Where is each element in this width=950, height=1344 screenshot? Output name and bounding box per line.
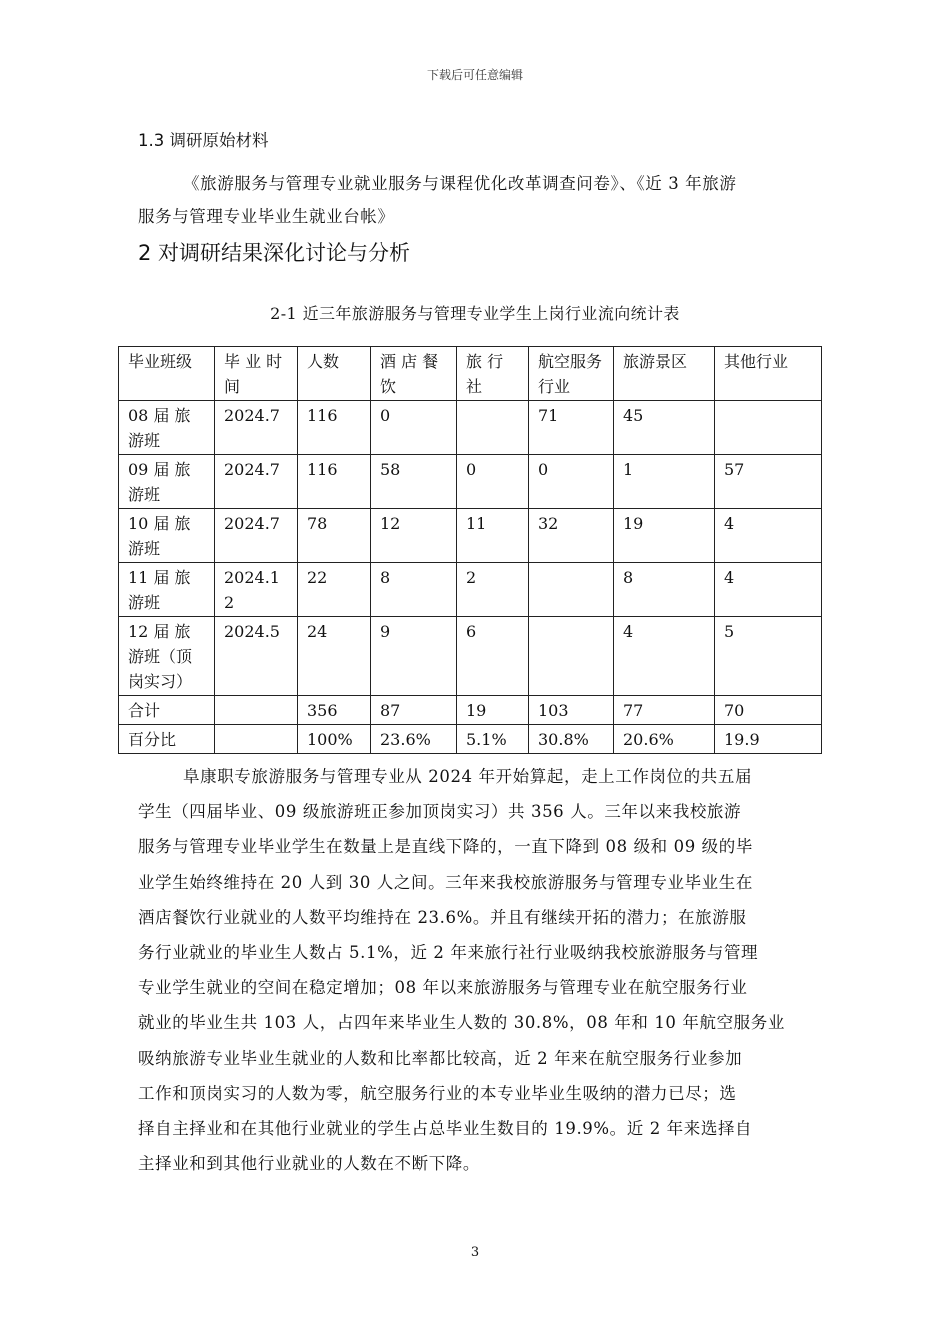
table-cell: 4 <box>614 617 715 696</box>
analysis-line: 主择业和到其他行业就业的人数在不断下降。 <box>138 1154 480 1174</box>
table-cell: 32 <box>529 509 614 563</box>
table-cell: 0 <box>371 401 457 455</box>
table-cell: 23.6% <box>371 725 457 754</box>
table-row <box>119 563 822 617</box>
table-caption: 2-1 近三年旅游服务与管理专业学生上岗行业流向统计表 <box>270 304 680 323</box>
table-cell: 4 <box>715 563 822 617</box>
section-2-heading: 2 对调研结果深化讨论与分析 <box>138 241 411 265</box>
table-cell: 4 <box>715 509 822 563</box>
analysis-line: 就业的毕业生共 103 人，占四年来毕业生人数的 30.8%，08 年和 10 年航空服务业 <box>138 1013 785 1033</box>
analysis-line: 阜康职专旅游服务与管理专业从 2024 年开始算起，走上工作岗位的共五届 <box>183 767 753 786</box>
table-cell: 8 <box>614 563 715 617</box>
table-row <box>119 617 822 696</box>
table-cell: 116 <box>298 455 371 509</box>
table-cell: 22 <box>298 563 371 617</box>
header-cell: 其他行业 <box>715 347 822 401</box>
table-cell <box>529 617 614 696</box>
table-cell: 19.9 <box>715 725 822 754</box>
header-cell: 旅游景区 <box>614 347 715 401</box>
table-cell: 0 <box>457 455 529 509</box>
table-cell: 19 <box>457 696 529 725</box>
table-cell: 45 <box>614 401 715 455</box>
table-cell: 57 <box>715 455 822 509</box>
table-cell: 百分比 <box>119 725 215 754</box>
analysis-line: 业学生始终维持在 20 人到 30 人之间。三年来我校旅游服务与管理专业毕业生在 <box>138 872 753 892</box>
table-cell: 71 <box>529 401 614 455</box>
table-cell: 19 <box>614 509 715 563</box>
flow-statistics-table <box>118 346 822 754</box>
table-cell: 合计 <box>119 696 215 725</box>
table-cell: 09 届 旅 游班 <box>119 455 215 509</box>
table-header-row <box>119 347 822 401</box>
table-cell: 58 <box>371 455 457 509</box>
table-cell: 2024.7 <box>215 401 298 455</box>
table-cell: 87 <box>371 696 457 725</box>
table-cell: 100% <box>298 725 371 754</box>
table-cell: 10 届 旅 游班 <box>119 509 215 563</box>
table-cell: 12 届 旅 游班（顶岗实习） <box>119 617 215 696</box>
header-cell: 酒 店 餐 饮 <box>371 347 457 401</box>
analysis-line: 酒店餐饮行业就业的人数平均维持在 23.6%。并且有继续开拓的潜力；在旅游服 <box>138 907 747 927</box>
table-row <box>119 509 822 563</box>
table-cell: 30.8% <box>529 725 614 754</box>
table-cell <box>457 401 529 455</box>
analysis-line: 择自主择业和在其他行业就业的学生占总毕业生数目的 19.9%。近 2 年来选择自 <box>138 1119 753 1138</box>
table-cell: 5.1% <box>457 725 529 754</box>
table-cell: 20.6% <box>614 725 715 754</box>
table-cell: 2 <box>457 563 529 617</box>
table-cell: 78 <box>298 509 371 563</box>
table-cell: 11 <box>457 509 529 563</box>
analysis-line: 专业学生就业的空间在稳定增加；08 年以来旅游服务与管理专业在航空服务行业 <box>138 978 748 998</box>
table-cell <box>215 725 298 754</box>
table-cell: 356 <box>298 696 371 725</box>
table-cell: 2024.5 <box>215 617 298 696</box>
table-cell <box>529 563 614 617</box>
table-row <box>119 455 822 509</box>
table-row <box>119 696 822 725</box>
table-cell <box>715 401 822 455</box>
analysis-line: 务行业就业的毕业生人数占 5.1%，近 2 年来旅行社行业吸纳我校旅游服务与管理 <box>138 943 759 962</box>
table-cell: 2024.7 <box>215 455 298 509</box>
header-cell: 旅 行 社 <box>457 347 529 401</box>
table-cell: 1 <box>614 455 715 509</box>
header-cell: 人数 <box>298 347 371 401</box>
section-1-3-heading: 1.3 调研原始材料 <box>138 131 269 150</box>
table-cell: 08 届 旅 游班 <box>119 401 215 455</box>
analysis-line: 学生（四届毕业、09 级旅游班正参加顶岗实习）共 356 人。三年以来我校旅游 <box>138 802 742 822</box>
table-cell: 12 <box>371 509 457 563</box>
table-cell: 11 届 旅 游班 <box>119 563 215 617</box>
table-cell: 77 <box>614 696 715 725</box>
table-cell: 0 <box>529 455 614 509</box>
header-cell: 毕业班级 <box>119 347 215 401</box>
table-cell: 9 <box>371 617 457 696</box>
table-cell: 70 <box>715 696 822 725</box>
materials-line: 服务与管理专业毕业生就业台帐》 <box>138 207 395 226</box>
table-cell: 6 <box>457 617 529 696</box>
materials-line: 《旅游服务与管理专业就业服务与课程优化改革调查问卷》、《近 3 年旅游 <box>183 174 737 193</box>
table-cell: 24 <box>298 617 371 696</box>
table-cell: 2024.7 <box>215 509 298 563</box>
table-cell: 116 <box>298 401 371 455</box>
table-row <box>119 401 822 455</box>
table-row <box>119 725 822 754</box>
analysis-line: 吸纳旅游专业毕业生就业的人数和比率都比较高，近 2 年来在航空服务行业参加 <box>138 1048 743 1068</box>
table-cell: 2024.12 <box>215 563 298 617</box>
page-number: 3 <box>470 1245 480 1260</box>
table-cell: 103 <box>529 696 614 725</box>
table-cell <box>215 696 298 725</box>
table-cell: 8 <box>371 563 457 617</box>
header-cell: 航空服务行业 <box>529 347 614 401</box>
header-cell: 毕 业 时 间 <box>215 347 298 401</box>
analysis-line: 服务与管理专业毕业学生在数量上是直线下降的，一直下降到 08 级和 09 级的毕 <box>138 837 753 857</box>
analysis-line: 工作和顶岗实习的人数为零，航空服务行业的本专业毕业生吸纳的潜力已尽；选 <box>138 1083 737 1103</box>
page-header-note: 下载后可任意编辑 <box>426 68 523 82</box>
table-cell: 5 <box>715 617 822 696</box>
